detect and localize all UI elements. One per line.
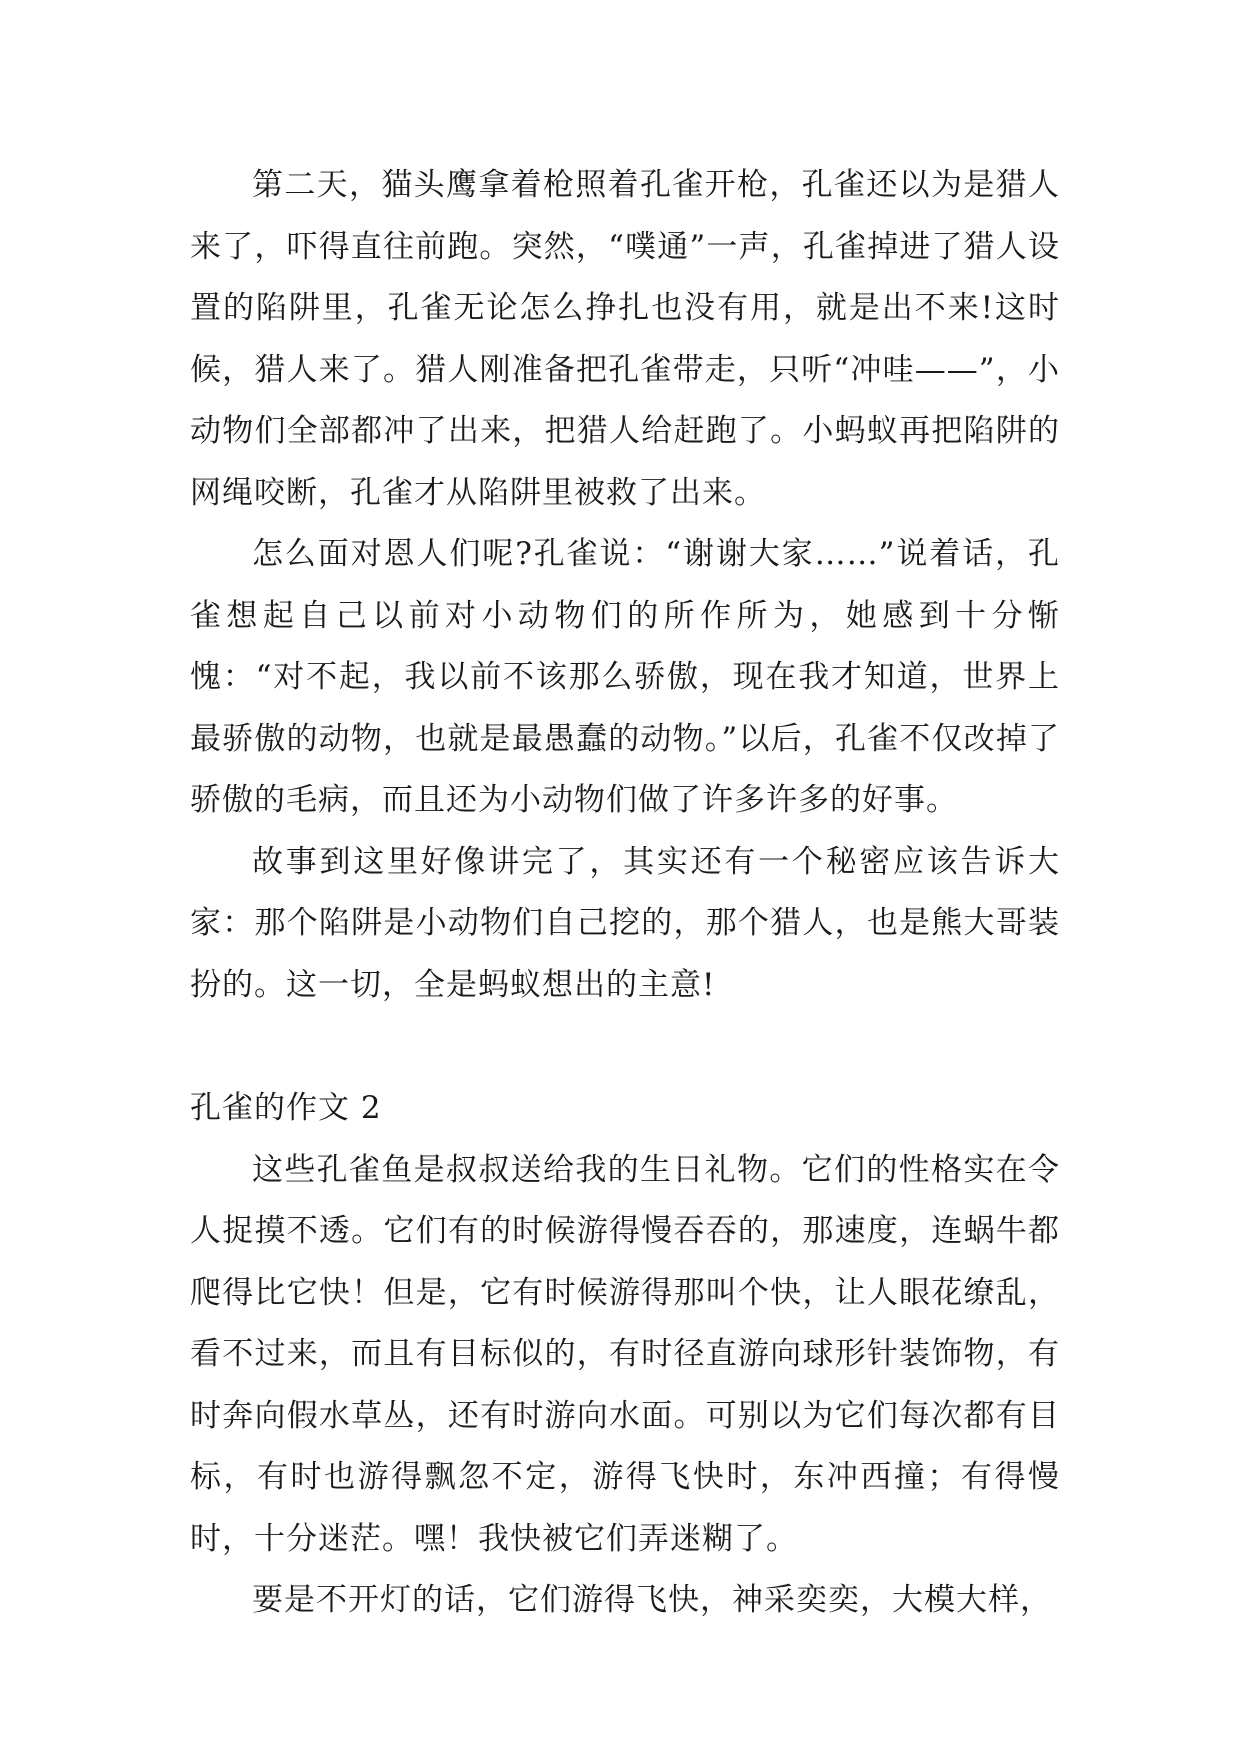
paragraph-story-rescue: 第二天，猫头鹰拿着枪照着孔雀开枪，孔雀还以为是猎人来了，吓得直往前跑。突然，“噗通”一声，孔雀掉进了猎人设置的陷阱里，孔雀无论怎么挣扎也没有用，就是出不来!这时候，猎人来了。猎人刚准备把孔雀带走，只听“冲哇——”，小动物们全部都冲了出来，把猎人给赶跑了。小蚂蚁再把陷阱的网绳咬断，孔雀才从陷阱里被救了出来。	[190, 167, 1060, 511]
paragraph-guppy-intro: 这些孔雀鱼是叔叔送给我的生日礼物。它们的性格实在令人捉摸不透。它们有的时候游得慢吞吞的，那速度，连蜗牛都爬得比它快！但是，它有时候游得那叫个快，让人眼花缭乱，看不过来，而且有目标似的，有时径直游向球形针装饰物，有时奔向假水草丛，还有时游向水面。可别以为它们每次都有目标，有时也游得飘忽不定，游得飞快时，东冲西撞；有得慢时，十分迷茫。嘿！我快被它们弄迷糊了。	[190, 1151, 1060, 1557]
paragraph-peacock-apology: 怎么面对恩人们呢?孔雀说：“谢谢大家……”说着话，孔雀想起自己以前对小动物们的所作所为，她感到十分惭愧：“对不起，我以前不该那么骄傲，现在我才知道，世界上最骄傲的动物，也就是最愚蠢的动物。”以后，孔雀不仅改掉了骄傲的毛病，而且还为小动物们做了许多许多的好事。	[190, 536, 1060, 818]
document-body	[190, 155, 1060, 1632]
essay-heading: 孔雀的作文 2	[190, 1090, 382, 1126]
paragraph-guppy-lights-off: 要是不开灯的话，它们游得飞快，神采奕奕，大模大样，	[252, 1582, 1052, 1618]
paragraph-secret: 故事到这里好像讲完了，其实还有一个秘密应该告诉大家：那个陷阱是小动物们自己挖的，那个猎人，也是熊大哥装扮的。这一切，全是蚂蚁想出的主意!	[190, 843, 1060, 1003]
